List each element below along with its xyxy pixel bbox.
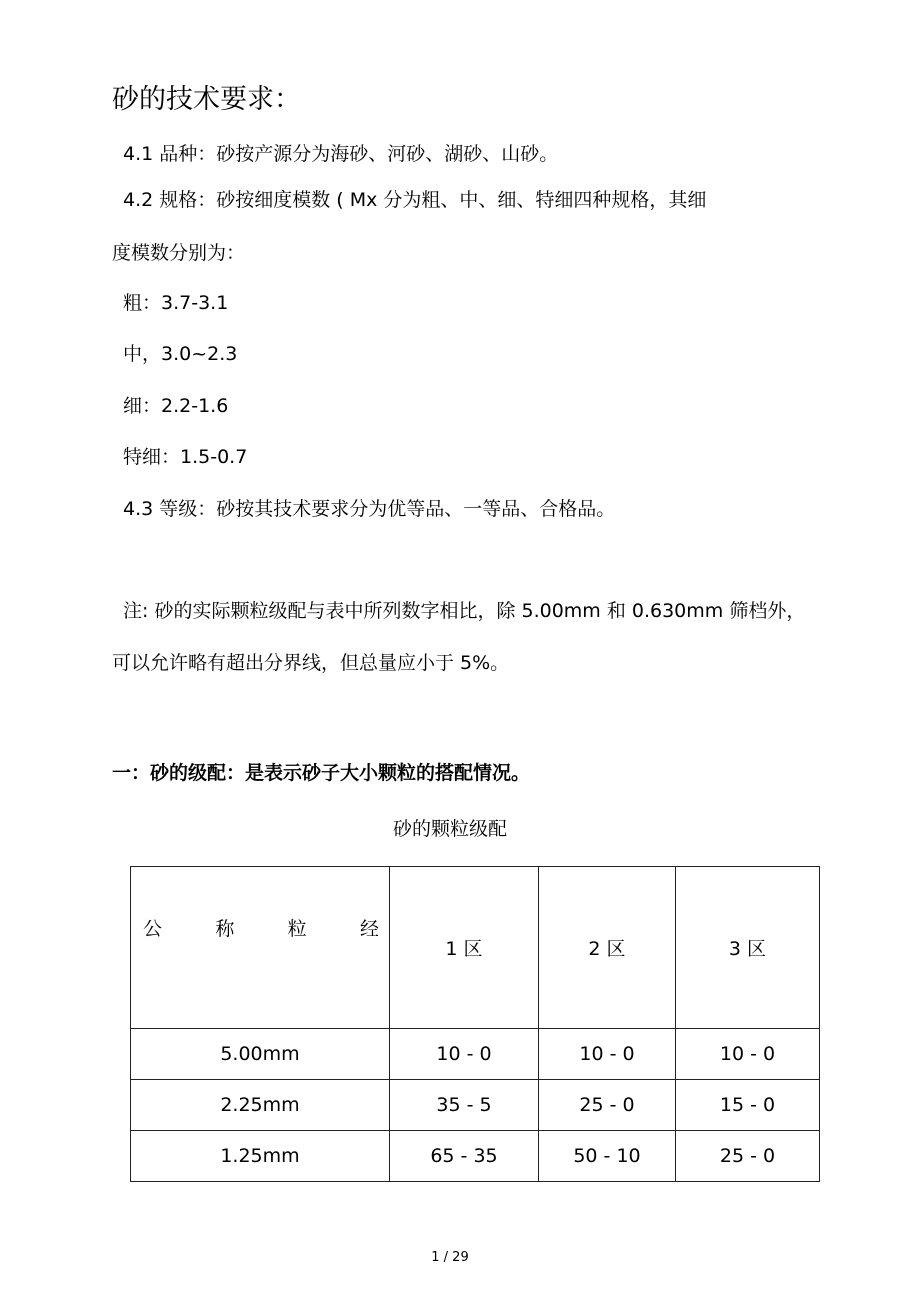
gradation-table	[130, 866, 820, 1182]
note-line2: 可以允许略有超出分界线，但总量应小于 5%。	[112, 652, 510, 674]
cell-zone-1: 10 - 0	[390, 1029, 539, 1080]
paragraph-spec-line2: 度模数分别为：	[112, 242, 246, 264]
cell-size: 1.25mm	[131, 1131, 390, 1182]
header-nominal-size	[131, 867, 390, 1029]
cell-zone-2: 25 - 0	[539, 1080, 676, 1131]
cell-zone-2: 50 - 10	[539, 1131, 676, 1182]
cell-size: 5.00mm	[131, 1029, 390, 1080]
paragraph-variety: 4.1 品种：砂按产源分为海砂、河砂、湖砂、山砂。	[123, 143, 559, 165]
grade-extra-fine: 特细：1.5-0.7	[123, 446, 248, 468]
header-char: 称	[215, 918, 235, 940]
header-zone-3: 3 区	[676, 867, 820, 1029]
cell-zone-3: 25 - 0	[676, 1131, 820, 1182]
table-row	[131, 1029, 820, 1080]
header-char: 粒	[287, 918, 307, 940]
grade-coarse: 粗：3.7-3.1	[123, 292, 229, 314]
header-char: 公	[143, 918, 163, 940]
section-heading: 一：砂的级配：是表示砂子大小颗粒的搭配情况。	[112, 762, 531, 784]
note-line1: 注: 砂的实际颗粒级配与表中所列数字相比，除 5.00mm 和 0.630mm 筛档外，	[123, 600, 806, 622]
page-title: 砂的技术要求：	[112, 84, 301, 115]
cell-zone-1: 65 - 35	[390, 1131, 539, 1182]
header-zone-1: 1 区	[390, 867, 539, 1029]
cell-zone-1: 35 - 5	[390, 1080, 539, 1131]
paragraph-grade: 4.3 等级：砂按其技术要求分为优等品、一等品、合格品。	[123, 498, 616, 520]
page-number: 1 / 29	[431, 1250, 469, 1265]
header-zone-2: 2 区	[539, 867, 676, 1029]
table-caption: 砂的颗粒级配	[392, 818, 507, 840]
table-row	[131, 1080, 820, 1131]
table-header-row	[131, 867, 820, 1029]
grade-fine: 细：2.2-1.6	[123, 395, 229, 417]
header-char: 经	[359, 918, 379, 940]
cell-zone-3: 10 - 0	[676, 1029, 820, 1080]
gradation-table-container	[130, 866, 820, 1182]
paragraph-spec-line1: 4.2 规格：砂按细度模数 ( Mx 分为粗、中、细、特细四种规格，其细	[123, 189, 707, 211]
grade-medium: 中，3.0~2.3	[123, 343, 238, 365]
cell-size: 2.25mm	[131, 1080, 390, 1131]
cell-zone-3: 15 - 0	[676, 1080, 820, 1131]
cell-zone-2: 10 - 0	[539, 1029, 676, 1080]
table-row	[131, 1131, 820, 1182]
